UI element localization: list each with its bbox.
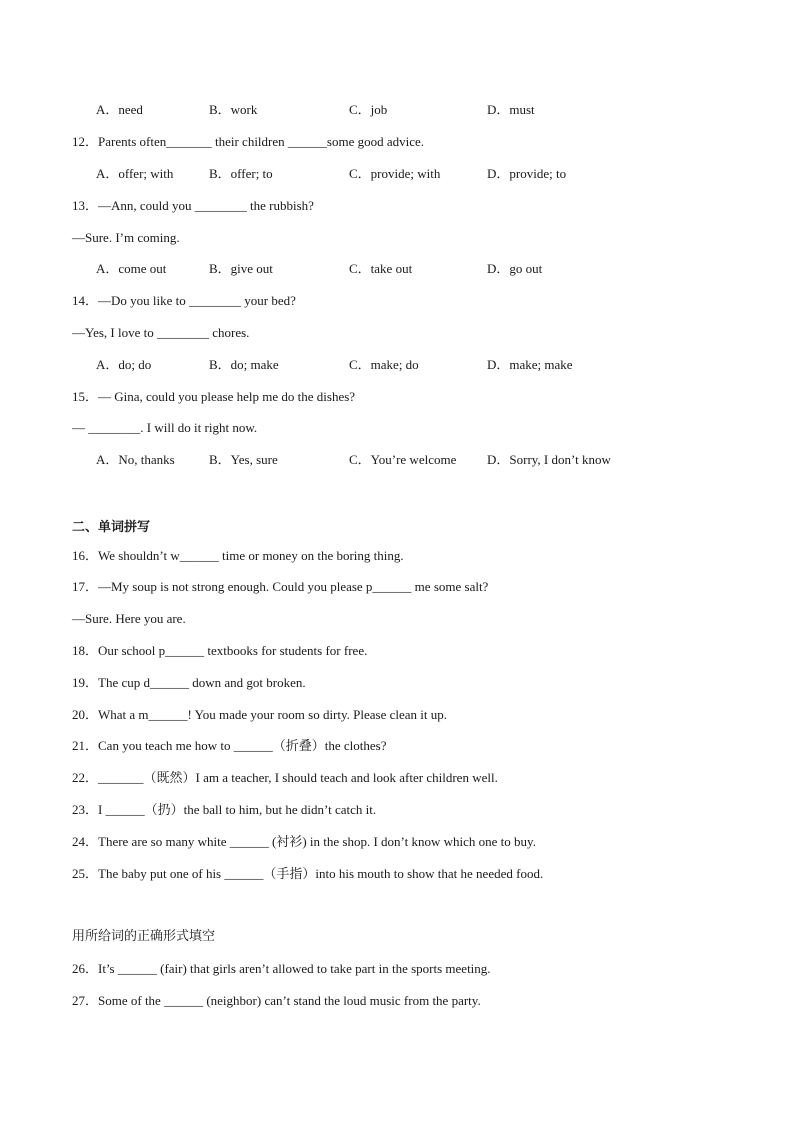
q14-option-a: A．do; do <box>96 357 152 372</box>
q11-option-b: B．work <box>209 102 258 117</box>
q12-stem: 12．Parents often_______ their children ______some good advice. <box>72 134 425 149</box>
q14-stem: 14．—Do you like to ________ your bed? <box>72 293 296 308</box>
q15-option-c: C．You’re welcome <box>349 452 457 467</box>
q14-option-b: B．do; make <box>209 357 279 372</box>
q13-option-d: D．go out <box>487 261 543 276</box>
question-20: 20．What a m______! You made your room so dirty. Please clean it up. <box>72 707 448 722</box>
q13-reply: —Sure. I’m coming. <box>72 230 180 245</box>
q15-option-d: D．Sorry, I don’t know <box>487 452 611 467</box>
question-17: 17．—My soup is not strong enough. Could you please p______ me some salt? <box>72 579 489 594</box>
question-19: 19．The cup d______ down and got broken. <box>72 675 306 690</box>
q13-stem: 13．—Ann, could you ________ the rubbish? <box>72 198 314 213</box>
q12-option-b: B．offer; to <box>209 166 273 181</box>
q13-option-c: C．take out <box>349 261 413 276</box>
section-title-spelling: 二、单词拼写 <box>72 520 151 535</box>
q14-option-d: D．make; make <box>487 357 573 372</box>
question-21: 21．Can you teach me how to ______（折叠）the clothes? <box>72 738 387 753</box>
question-17-reply: —Sure. Here you are. <box>72 611 186 626</box>
question-22: 22．_______（既然）I am a teacher, I should teach and look after children well. <box>72 770 498 785</box>
q11-option-a: A．need <box>96 102 143 117</box>
q12-option-c: C．provide; with <box>349 166 441 181</box>
question-25: 25．The baby put one of his ______（手指）into his mouth to show that he needed food. <box>72 866 544 881</box>
question-18: 18．Our school p______ textbooks for students for free. <box>72 643 368 658</box>
question-23: 23．I ______（扔）the ball to him, but he didn’t catch it. <box>72 802 377 817</box>
question-27: 27．Some of the ______ (neighbor) can’t stand the loud music from the party. <box>72 993 481 1008</box>
q13-option-a: A．come out <box>96 261 167 276</box>
q15-reply: — ________. I will do it right now. <box>72 420 258 435</box>
q11-option-d: D．must <box>487 102 535 117</box>
q15-stem: 15．— Gina, could you please help me do the dishes? <box>72 389 356 404</box>
section-title-word-forms: 用所给词的正确形式填空 <box>72 929 216 944</box>
q13-option-b: B．give out <box>209 261 273 276</box>
q12-option-d: D．provide; to <box>487 166 567 181</box>
q12-option-a: A．offer; with <box>96 166 174 181</box>
q14-option-c: C．make; do <box>349 357 419 372</box>
q15-option-a: A．No, thanks <box>96 452 175 467</box>
q11-option-c: C．job <box>349 102 388 117</box>
q14-reply: —Yes, I love to ________ chores. <box>72 325 250 340</box>
question-24: 24．There are so many white ______ (衬衫) in the shop. I don’t know which one to buy. <box>72 834 536 849</box>
question-16: 16．We shouldn’t w______ time or money on the boring thing. <box>72 548 404 563</box>
q15-option-b: B．Yes, sure <box>209 452 278 467</box>
question-26: 26．It’s ______ (fair) that girls aren’t allowed to take part in the sports meeting. <box>72 961 491 976</box>
